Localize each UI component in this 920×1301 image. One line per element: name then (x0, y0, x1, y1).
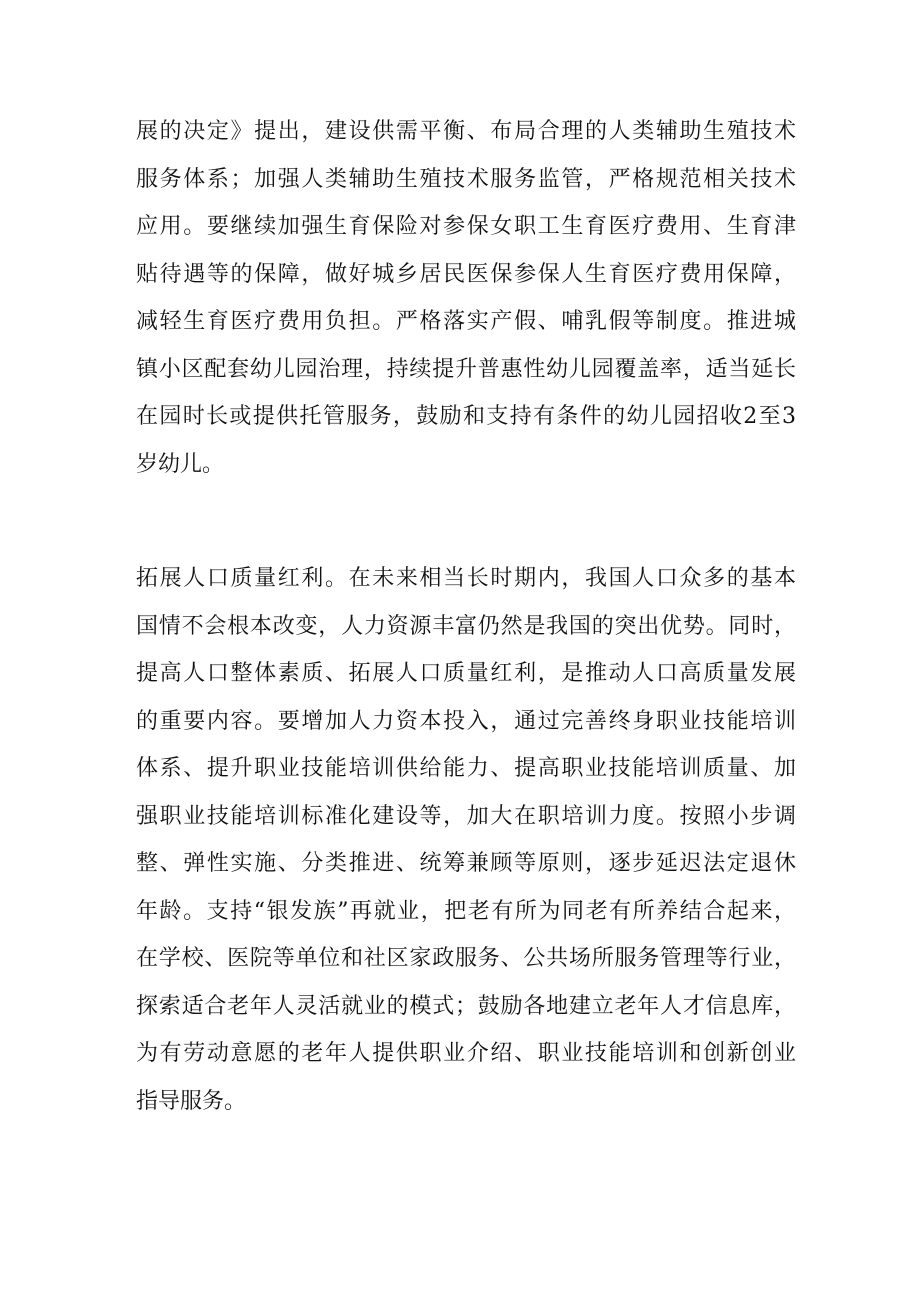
text-line: 指导服务。 (136, 1088, 247, 1114)
text-line: 应用。要继续加强生育保险对参保女职工生育医疗费用、生育津 (136, 214, 796, 239)
text-line: 年龄。支持“银发族”再就业，把老有所为同老有所养结合起来， (136, 898, 796, 924)
text-line: 镇小区配套幼儿园治理，持续提升普惠性幼儿园覆盖率，适当延长 (136, 356, 796, 382)
text-line: 体系、提升职业技能培训供给能力、提高职业技能培训质量、加 (136, 756, 796, 781)
text-line: 贴待遇等的保障，做好城乡居民医保参保人生育医疗费用保障， (136, 261, 796, 287)
text-line: 探索适合老年人灵活就业的模式；鼓励各地建立老年人才信息库， (136, 993, 796, 1019)
text-line: 国情不会根本改变，人力资源丰富仍然是我国的突出优势。同时， (136, 613, 796, 639)
text-line: 提高人口整体素质、拓展人口质量红利，是推动人口高质量发展 (136, 661, 796, 686)
paragraph-population-quality (136, 555, 796, 1125)
text-line: 减轻生育医疗费用负担。严格落实产假、哺乳假等制度。推进城 (136, 309, 796, 334)
paragraph-fertility-support (136, 108, 796, 488)
text-line: 拓展人口质量红利。在未来相当长时期内，我国人口众多的基本 (136, 566, 796, 591)
text-line: 强职业技能培训标准化建设等，加大在职培训力度。按照小步调 (136, 803, 796, 829)
text-line: 在园时长或提供托管服务，鼓励和支持有条件的幼儿园招收2至3 (136, 404, 796, 429)
text-line: 整、弹性实施、分类推进、统筹兼顾等原则，逐步延迟法定退休 (136, 851, 796, 876)
text-line: 在学校、医院等单位和社区家政服务、公共场所服务管理等行业， (136, 946, 796, 971)
text-line: 服务体系；加强人类辅助生殖技术服务监管，严格规范相关技术 (136, 166, 796, 192)
text-line: 展的决定》提出，建设供需平衡、布局合理的人类辅助生殖技术 (136, 119, 796, 144)
text-line: 为有劳动意愿的老年人提供职业介绍、职业技能培训和创新创业 (136, 1041, 796, 1066)
text-line: 岁幼儿。 (136, 451, 225, 477)
text-line: 的重要内容。要增加人力资本投入，通过完善终身职业技能培训 (136, 708, 796, 734)
